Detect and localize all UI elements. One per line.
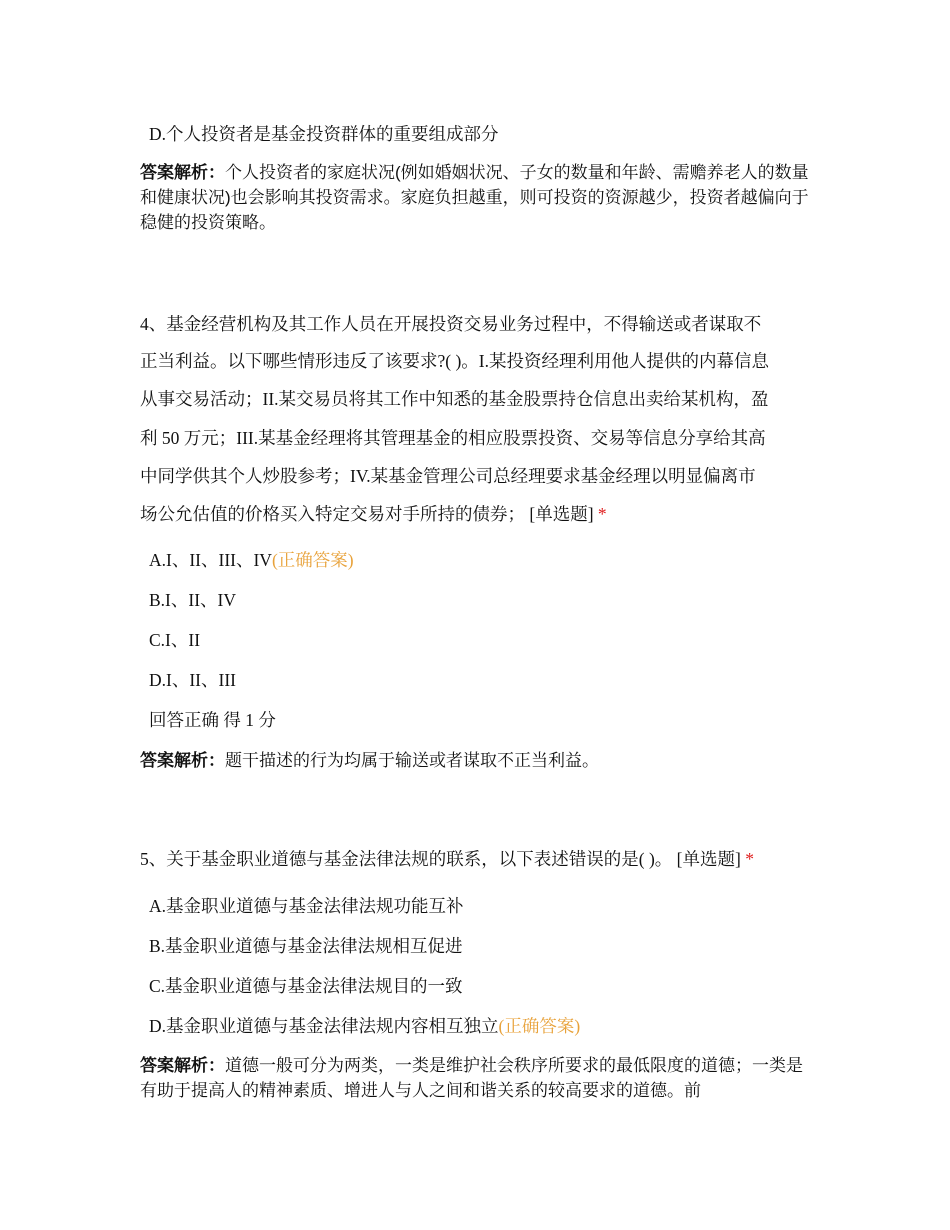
q5-explanation-text: 道德一般可分为两类，一类是维护社会秩序所要求的最低限度的道德；一类是有助于提高人的精神素质、增进人与人之间和谐关系的较高要求的道德。前 [140, 1056, 803, 1100]
q5-option-a: A.基金职业道德与基金法律法规功能互补 [149, 896, 464, 916]
q3-explanation-label: 答案解析： [140, 163, 225, 182]
q4-option-b: B.I、II、IV [149, 590, 236, 610]
q4-option-d: D.I、II、III [149, 670, 236, 690]
q4-stem-text: 场公允估值的价格买入特定交易对手所持的债券； [单选题] [140, 504, 594, 524]
q4-option-a [149, 549, 354, 571]
required-mark: * [597, 504, 607, 524]
correct-answer-tag: (正确答案) [271, 550, 354, 570]
q4-explanation [140, 748, 812, 773]
q3-option-d: D.个人投资者是基金投资群体的重要组成部分 [149, 124, 499, 144]
correct-answer-tag: (正确答案) [498, 1016, 581, 1036]
q3-explanation-text: 个人投资者的家庭状况(例如婚姻状况、子女的数量和年龄、需赡养老人的数量和健康状况)也会影响其投资需求。家庭负担越重，则可投资的资源越少，投资者越偏向于稳健的投资策略。 [140, 163, 809, 232]
q4-explanation-text: 题干描述的行为均属于输送或者谋取不正当利益。 [225, 751, 599, 770]
q5-option-d [149, 1015, 580, 1037]
q5-option-c: C.基金职业道德与基金法律法规目的一致 [149, 976, 463, 996]
q4-explanation-label: 答案解析： [140, 751, 225, 770]
required-mark: * [745, 849, 754, 869]
q4-stem-line-last [140, 503, 607, 525]
q5-stem [140, 848, 754, 870]
q5-option-d-text: D.基金职业道德与基金法律法规内容相互独立 [149, 1016, 499, 1036]
q4-stem-line: 正当利益。以下哪些情形违反了该要求?( )。I.某投资经理利用他人提供的内幕信息 [140, 351, 769, 371]
q4-stem-line: 从事交易活动；II.某交易员将其工作中知悉的基金股票持仓信息出卖给某机构，盈 [140, 389, 769, 409]
q5-explanation-label: 答案解析： [140, 1056, 225, 1075]
q4-result: 回答正确 得 1 分 [149, 710, 276, 730]
q4-stem-line: 4、基金经营机构及其工作人员在开展投资交易业务过程中，不得输送或者谋取不 [140, 314, 762, 334]
q4-option-a-text: A.I、II、III、IV [149, 550, 272, 570]
q4-option-c: C.I、II [149, 630, 201, 650]
q5-option-b: B.基金职业道德与基金法律法规相互促进 [149, 936, 463, 956]
q3-explanation [140, 160, 812, 235]
q5-stem-text: 5、关于基金职业道德与基金法律法规的联系，以下表述错误的是( )。 [单选题] [140, 849, 741, 869]
q4-stem-line: 中同学供其个人炒股参考；IV.某基金管理公司总经理要求基金经理以明显偏离市 [140, 466, 756, 486]
q5-explanation [140, 1053, 812, 1103]
q4-stem-line: 利 50 万元；III.某基金经理将其管理基金的相应股票投资、交易等信息分享给其高 [140, 428, 766, 448]
